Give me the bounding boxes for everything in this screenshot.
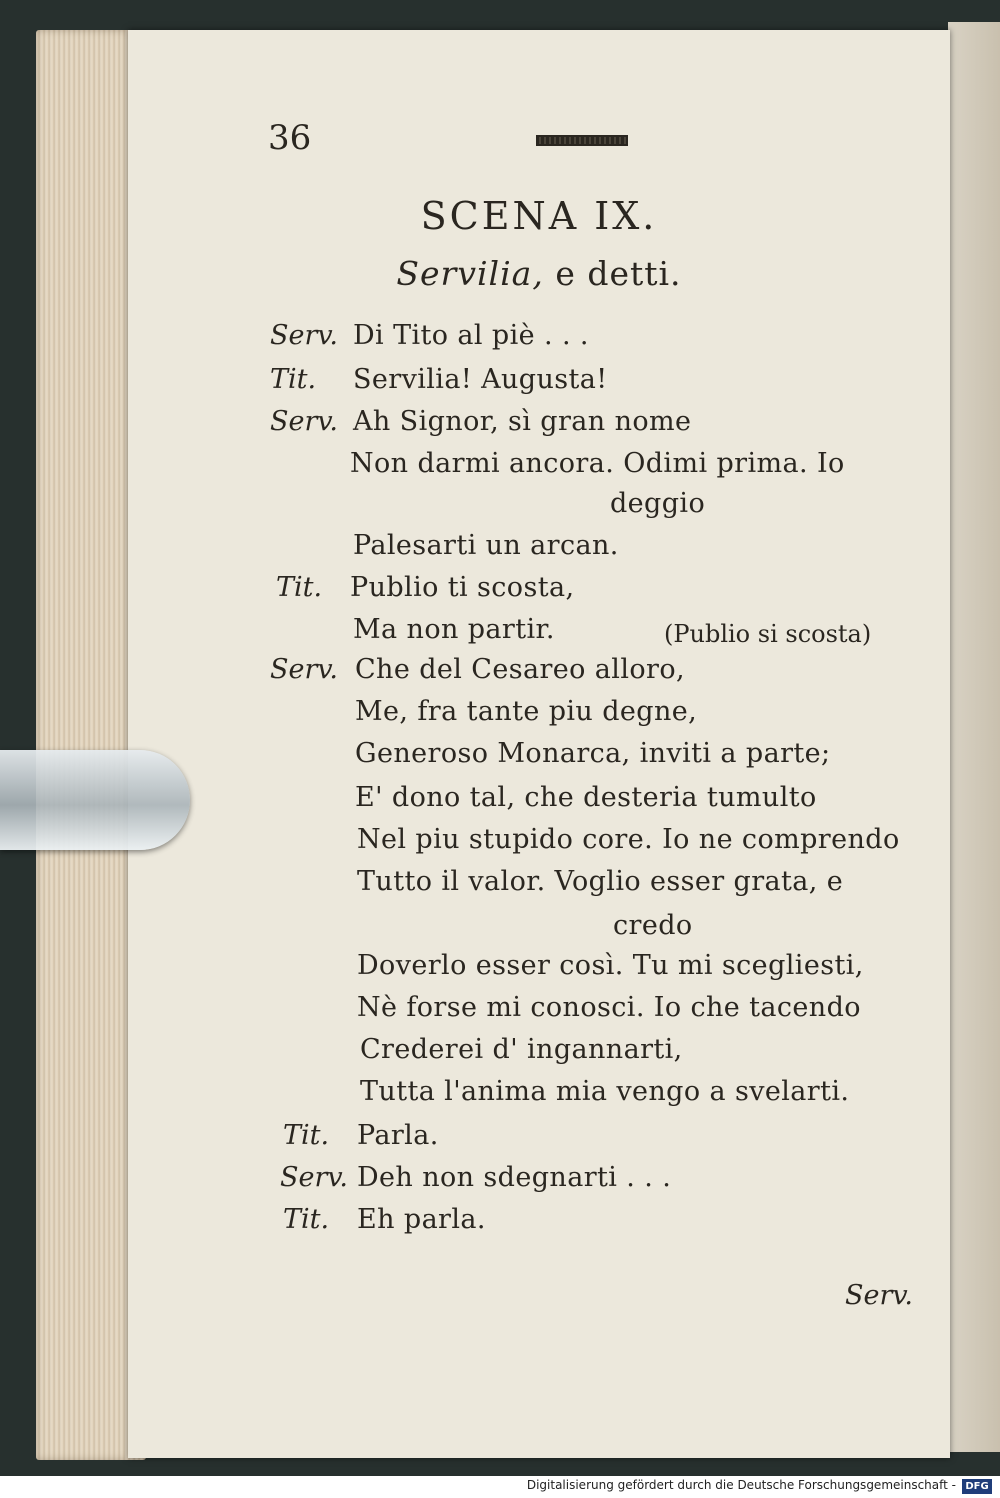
verse-line: Eh parla.	[357, 1204, 486, 1235]
verse-line: Di Tito al piè . . .	[353, 320, 589, 351]
speaker-label: Tit.	[276, 572, 323, 603]
verse-line: Publio ti scosta,	[350, 572, 575, 603]
subtitle-rest: e detti.	[555, 254, 682, 293]
book-page	[128, 30, 950, 1458]
verse-line: Deh non sdegnarti . . .	[357, 1162, 672, 1193]
verse-line: Servilia! Augusta!	[353, 364, 608, 395]
facing-page-edge	[948, 22, 1000, 1452]
verse-line: Che del Cesareo alloro,	[355, 654, 685, 685]
verse-line: deggio	[610, 488, 706, 519]
scene-title: SCENA IX.	[420, 194, 658, 238]
stage-direction: (Publio si scosta)	[664, 620, 872, 648]
speaker-label: Serv.	[280, 1162, 349, 1193]
verse-line: credo	[613, 910, 693, 941]
speaker-label: Tit.	[270, 364, 317, 395]
verse-line: Nel piu stupido core. Io ne comprendo	[357, 824, 900, 855]
page-number: 36	[268, 118, 312, 158]
catchword: Serv.	[845, 1280, 914, 1311]
dfg-logo: DFG	[962, 1479, 992, 1494]
verse-line: Crederei d' ingannarti,	[360, 1034, 683, 1065]
verse-line: Parla.	[357, 1120, 439, 1151]
verse-line: E' dono tal, che desteria tumulto	[355, 782, 817, 813]
verse-line: Ah Signor, sì gran nome	[353, 406, 692, 437]
verse-line: Non darmi ancora. Odimi prima. Io	[350, 448, 845, 479]
speaker-label: Tit.	[283, 1204, 330, 1235]
bookmark-clip	[0, 750, 190, 850]
header-ornament	[536, 135, 628, 146]
verse-line: Tutto il valor. Voglio esser grata, e	[357, 866, 844, 897]
verse-line: Doverlo esser così. Tu mi scegliesti,	[357, 950, 864, 981]
speaker-label: Serv.	[270, 320, 339, 351]
speaker-label: Serv.	[270, 654, 339, 685]
verse-line: Generoso Monarca, inviti a parte;	[355, 738, 831, 769]
verse-line: Ma non partir.	[353, 614, 555, 645]
verse-line: Me, fra tante piu degne,	[355, 696, 698, 727]
speaker-label: Serv.	[270, 406, 339, 437]
speaker-label: Tit.	[283, 1120, 330, 1151]
verse-line: Nè forse mi conosci. Io che tacendo	[357, 992, 861, 1023]
verse-line: Tutta l'anima mia vengo a svelarti.	[360, 1076, 850, 1107]
verse-line: Palesarti un arcan.	[353, 530, 619, 561]
scene-subtitle	[128, 254, 950, 293]
funding-credit: Digitalisierung gefördert durch die Deutsche Forschungsgemeinschaft -	[526, 1478, 956, 1492]
subtitle-character: Servilia,	[396, 254, 544, 293]
